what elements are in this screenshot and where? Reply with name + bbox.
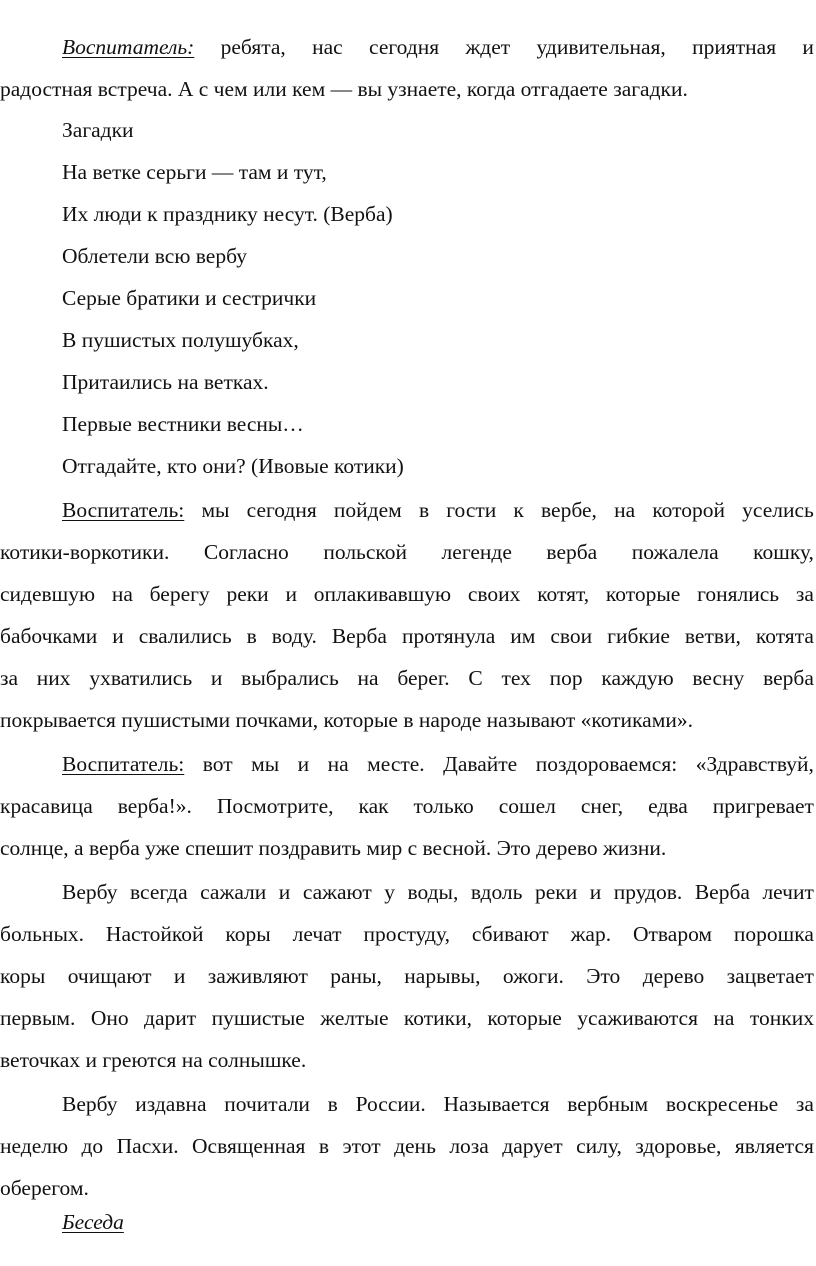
word: на — [327, 752, 349, 776]
word: легенде — [441, 540, 512, 564]
word: вербным — [567, 1092, 649, 1116]
word: которой — [652, 498, 726, 522]
riddle-text: На ветке серьги — там и тут, — [62, 160, 327, 184]
word: нас — [312, 35, 343, 59]
word: в — [327, 1092, 338, 1116]
word: на — [357, 666, 379, 690]
riddle-line — [62, 451, 814, 481]
riddle-text: Отгадайте, кто они? (Ивовые котики) — [62, 454, 404, 478]
paragraph-line — [0, 1003, 814, 1033]
word: тонких — [749, 1006, 814, 1030]
paragraph-text: радостная встреча. А с чем или кем — вы узнаете, когда отгадаете загадки. — [0, 77, 688, 101]
word: Воспитатель: — [62, 498, 185, 522]
word: С — [468, 666, 483, 690]
word: берегу — [149, 582, 210, 606]
word: первым. — [0, 1006, 76, 1030]
word: весну — [692, 666, 745, 690]
word: за — [795, 582, 814, 606]
word: которые — [605, 582, 681, 606]
word: ребята, — [220, 35, 286, 59]
word: лоза — [449, 1134, 489, 1158]
word: «Здравствуй, — [695, 752, 814, 776]
paragraph-line — [0, 579, 814, 609]
word: мы — [251, 752, 280, 776]
word: пушистые — [211, 1006, 305, 1030]
word: дарует — [502, 1134, 563, 1158]
word: вербе, — [541, 498, 597, 522]
word: и — [297, 752, 310, 776]
word: поздороваемся: — [535, 752, 678, 776]
paragraph-line — [0, 919, 814, 949]
word: ждет — [465, 35, 511, 59]
paragraph-line — [0, 74, 816, 104]
word: Верба — [694, 880, 750, 904]
word: здоровье, — [635, 1134, 722, 1158]
riddle-line — [62, 157, 814, 187]
word: почитали — [224, 1092, 310, 1116]
word: за — [795, 1092, 814, 1116]
riddle-line — [62, 409, 814, 439]
riddle-line — [62, 367, 814, 397]
word: гости — [446, 498, 497, 522]
word: прудов. — [613, 880, 683, 904]
word: ветви, — [684, 624, 741, 648]
section-heading-text: Беседа — [62, 1210, 124, 1234]
word: воды, — [407, 880, 459, 904]
word: месте. — [367, 752, 425, 776]
word: оплакивавшую — [313, 582, 452, 606]
paragraph-line — [62, 877, 814, 907]
paragraph-line — [0, 1045, 816, 1075]
word: на — [713, 1006, 735, 1030]
word: сегодня — [369, 35, 440, 59]
word: зацветает — [726, 964, 814, 988]
word: Давайте — [443, 752, 518, 776]
riddle-line — [62, 283, 814, 313]
word: едва — [648, 794, 688, 818]
word: пойдем — [333, 498, 402, 522]
riddles-heading-text: Загадки — [62, 118, 134, 142]
word: коры — [225, 922, 271, 946]
word: этот — [342, 1134, 381, 1158]
word: вот — [202, 752, 233, 776]
word: пожалела — [631, 540, 719, 564]
word: лечит — [762, 880, 814, 904]
word: дерево — [642, 964, 705, 988]
paragraph-line — [0, 705, 816, 735]
word: в — [418, 498, 430, 522]
word: котики, — [403, 1006, 472, 1030]
word: до — [81, 1134, 104, 1158]
riddle-text: Облетели всю вербу — [62, 244, 247, 268]
word: и — [589, 880, 602, 904]
word: является — [734, 1134, 814, 1158]
word: Называется — [443, 1092, 550, 1116]
word: и — [173, 964, 186, 988]
word: них — [36, 666, 71, 690]
word: издавна — [135, 1092, 207, 1116]
word: свалились — [138, 624, 232, 648]
word: которые — [487, 1006, 562, 1030]
word: красавица — [0, 794, 93, 818]
word: бабочками — [0, 624, 98, 648]
riddle-text: Их люди к празднику несут. (Верба) — [62, 202, 393, 226]
paragraph-line — [0, 961, 814, 991]
paragraph-text: веточках и греются на солнышке. — [0, 1048, 307, 1072]
riddle-line — [62, 199, 814, 229]
paragraph-line — [62, 495, 814, 525]
paragraph-text: солнце, а верба уже спешит поздравить мир с весной. Это дерево жизни. — [0, 836, 667, 860]
word: гонялись — [697, 582, 780, 606]
word: простуду, — [363, 922, 450, 946]
word: ожоги. — [502, 964, 564, 988]
word: Вербу — [62, 1092, 118, 1116]
word: верба!». — [117, 794, 192, 818]
word: у — [384, 880, 395, 904]
word: к — [513, 498, 524, 522]
word: на — [614, 498, 636, 522]
word: Это — [586, 964, 621, 988]
word: котята — [755, 624, 814, 648]
word: и — [210, 666, 223, 690]
word: сегодня — [246, 498, 317, 522]
word: сбивают — [471, 922, 549, 946]
word: сошел — [498, 794, 556, 818]
word: польской — [323, 540, 408, 564]
word: воскресенье — [665, 1092, 779, 1116]
word: мы — [201, 498, 230, 522]
word: реки — [226, 582, 269, 606]
paragraph-line — [62, 32, 814, 62]
word: дарит — [144, 1006, 197, 1030]
word: порошка — [733, 922, 814, 946]
word: снег, — [580, 794, 624, 818]
word: верба — [546, 540, 598, 564]
riddle-text: В пушистых полушубках, — [62, 328, 299, 352]
word: желтые — [320, 1006, 389, 1030]
paragraph-line — [0, 791, 814, 821]
word: котики-воркотики. — [0, 540, 170, 564]
word: и — [278, 880, 291, 904]
riddle-line — [62, 241, 814, 271]
paragraph-text: оберегом. — [0, 1176, 89, 1200]
riddles-heading — [62, 115, 814, 145]
word: котят, — [537, 582, 590, 606]
word: им — [510, 624, 536, 648]
word: заживляют — [207, 964, 308, 988]
paragraph-line — [0, 663, 814, 693]
paragraph-line — [0, 833, 816, 863]
word: удивительная, — [536, 35, 666, 59]
paragraph-line — [0, 621, 814, 651]
word: Посмотрите, — [216, 794, 334, 818]
word: и — [802, 35, 814, 59]
word: ухватились — [89, 666, 193, 690]
word: только — [413, 794, 474, 818]
word: тех — [501, 666, 531, 690]
word: в — [246, 624, 257, 648]
word: в — [318, 1134, 329, 1158]
word: Пасхи. — [116, 1134, 179, 1158]
word: воду. — [271, 624, 317, 648]
word: берег. — [397, 666, 450, 690]
word: Освященная — [192, 1134, 306, 1158]
word: уселись — [742, 498, 814, 522]
word: выбрались — [241, 666, 339, 690]
word: больных. — [0, 922, 85, 946]
word: и — [112, 624, 124, 648]
word: день — [394, 1134, 436, 1158]
word: каждую — [601, 666, 674, 690]
section-heading — [62, 1207, 814, 1237]
word: сажали — [200, 880, 267, 904]
paragraph-line — [0, 1131, 814, 1161]
riddle-text: Серые братики и сестрички — [62, 286, 317, 310]
word: свои — [550, 624, 593, 648]
paragraph-line — [62, 1089, 814, 1119]
word: и — [285, 582, 297, 606]
word: силу, — [576, 1134, 622, 1158]
word: усаживаются — [577, 1006, 698, 1030]
word: сажают — [302, 880, 372, 904]
word: России. — [355, 1092, 426, 1116]
word: нарывы, — [404, 964, 481, 988]
word: верба — [763, 666, 814, 690]
word: коры — [0, 964, 46, 988]
word: неделю — [0, 1134, 69, 1158]
word: на — [111, 582, 133, 606]
word: Верба — [331, 624, 387, 648]
riddle-text: Первые вестники весны… — [62, 412, 304, 436]
paragraph-text: покрывается пушистыми почками, которые в народе называют «котиками». — [0, 708, 693, 732]
word: как — [358, 794, 389, 818]
word: Вербу — [62, 880, 118, 904]
word: лечат — [292, 922, 342, 946]
word: жар. — [570, 922, 612, 946]
riddle-text: Притаились на ветках. — [62, 370, 269, 394]
word: за — [0, 666, 19, 690]
word: Отваром — [633, 922, 713, 946]
word: Настойкой — [105, 922, 204, 946]
word: пригревает — [712, 794, 814, 818]
paragraph-line — [0, 537, 814, 567]
word: пор — [549, 666, 583, 690]
word: протянула — [401, 624, 496, 648]
word: Согласно — [203, 540, 289, 564]
word: очищают — [67, 964, 152, 988]
word: всегда — [130, 880, 188, 904]
word: своих — [467, 582, 521, 606]
riddle-line — [62, 325, 814, 355]
word: вдоль — [470, 880, 523, 904]
word: сидевшую — [0, 582, 96, 606]
word: реки — [534, 880, 578, 904]
paragraph-line — [62, 749, 814, 779]
word: Воспитатель: — [62, 752, 185, 776]
word: Воспитатель: — [62, 35, 195, 59]
word: приятная — [692, 35, 777, 59]
word: раны, — [330, 964, 382, 988]
word: кошку, — [753, 540, 814, 564]
paragraph-line — [0, 1173, 816, 1203]
word: гибкие — [607, 624, 670, 648]
word: Оно — [90, 1006, 129, 1030]
